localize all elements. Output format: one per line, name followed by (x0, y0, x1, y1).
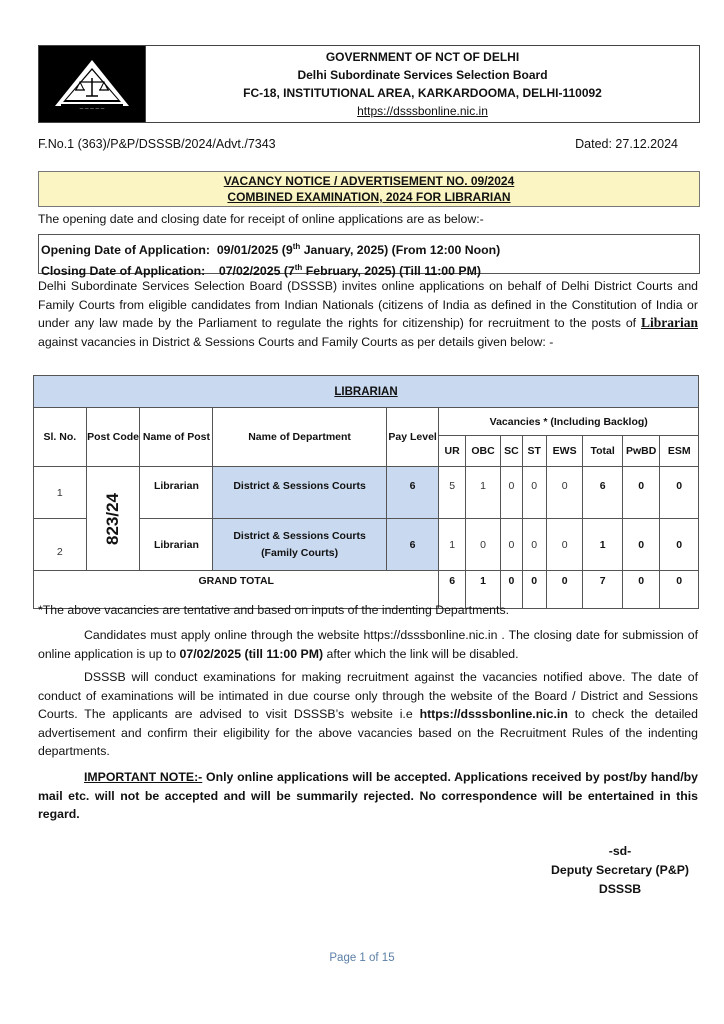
cell-ur: 5 (439, 467, 465, 519)
dsssb-emblem-icon (39, 46, 146, 122)
header-vacancies: Vacancies * (Including Backlog) (439, 408, 699, 436)
vacancy-table (33, 375, 699, 609)
examination-text: DSSSB will conduct examinations for making recruitment against the vacancies notified above. The date of conduct of examinations will be intimated in due course only through the website of the Board / District and Sessions Courts. The applicants are advised to visit DSSSB’s website i.e (38, 670, 698, 722)
cell-obc: 0 (465, 519, 500, 571)
cell-pay-level: 6 (386, 519, 439, 571)
cell-esm: 0 (660, 519, 699, 571)
file-number: F.No.1 (363)/P&P/DSSSB/2024/Advt./7343 (38, 137, 276, 151)
signatory-designation: Deputy Secretary (P&P) (550, 863, 690, 877)
total-ews: 0 (546, 571, 582, 609)
cell-department (213, 519, 386, 571)
opening-date-line (41, 238, 699, 259)
total-esm: 0 (660, 571, 699, 609)
post-name-highlight: Librarian (640, 315, 698, 331)
header-pwbd: PwBD (622, 436, 660, 467)
board-website-link[interactable]: https://dsssbonline.nic.in (357, 104, 488, 118)
department-subname: (Family Courts) (261, 546, 339, 559)
table-row (34, 467, 699, 519)
header-sc: SC (501, 436, 522, 467)
cell-ews: 0 (546, 467, 582, 519)
header-st: ST (522, 436, 546, 467)
vacancy-notice-title-box (38, 171, 700, 207)
cell-total: 1 (583, 519, 623, 571)
opening-date-value: 09/01/2025 (9 (216, 243, 293, 258)
grand-total-label: GRAND TOTAL (34, 571, 439, 609)
total-sc: 0 (501, 571, 522, 609)
cell-ews: 0 (546, 519, 582, 571)
total-ur: 6 (439, 571, 465, 609)
notice-date: Dated: 27.12.2024 (575, 137, 678, 151)
apply-online-paragraph (38, 626, 698, 663)
cell-sc: 0 (501, 519, 522, 571)
invitation-text-end: against vacancies in District & Sessions Courts and Family Courts as per details given below: - (38, 334, 554, 349)
header-esm: ESM (660, 436, 699, 467)
cell-pwbd: 0 (622, 467, 660, 519)
header-pay-level: Pay Level (386, 408, 439, 467)
header-name-of-post: Name of Post (140, 408, 213, 467)
header-obc: OBC (465, 436, 500, 467)
invitation-text: Delhi Subordinate Services Selection Board (DSSSB) invites online applications on behalf of Delhi District Courts and Family Courts from eligible candidates from Indian Nationals (citizens of India as defined in the Constitution of India or under any law made by the Parliament to regulate the rights for citizenship) for recruitment to the posts of (38, 279, 698, 331)
department-name: District & Sessions Courts (233, 480, 366, 492)
examination-paragraph (38, 668, 698, 761)
svg-text:— — — — —: — — — — — (79, 106, 105, 111)
cell-sl: 2 (34, 519, 87, 571)
cell-department (213, 467, 386, 519)
cell-ur: 1 (439, 519, 465, 571)
cell-st: 0 (522, 519, 546, 571)
letterhead (38, 45, 700, 123)
invitation-paragraph (38, 277, 698, 351)
application-dates-box (38, 234, 700, 279)
dsssb-website-link[interactable]: https://dsssbonline.nic.in (419, 707, 568, 722)
cell-post: Librarian (140, 519, 213, 571)
cell-pay-level: 6 (386, 467, 439, 519)
table-title-row (34, 376, 699, 408)
header-ur: UR (439, 436, 465, 467)
opening-date-sup: th (292, 242, 301, 251)
dates-intro-text: The opening date and closing date for receipt of online applications are as below:- (38, 212, 484, 226)
header-post-code: Post Code (86, 408, 140, 467)
signature-block (530, 842, 710, 899)
signature-sd: -sd- (608, 844, 632, 858)
apply-online-text: Candidates must apply online through the website https://dsssbonline.nic.in . The closing date for submission of online application is up to (38, 628, 698, 661)
opening-date-rest: January, 2025) (From 12:00 Noon) (300, 243, 501, 258)
cell-post: Librarian (140, 467, 213, 519)
header-sl-no: Sl. No. (34, 408, 87, 467)
important-note-text: Only online applications will be accepted. Applications received by post/by hand/by mail etc. will not be accepted and will be summarily rejected. No correspondence will be entertained in this regard. (38, 770, 698, 822)
cell-sc: 0 (501, 467, 522, 519)
closing-date-sup: th (294, 263, 303, 273)
department-name: District & Sessions Courts (233, 529, 366, 542)
total-total: 7 (583, 571, 623, 609)
opening-date-label: Opening Date of Application: (41, 243, 210, 258)
header-total: Total (583, 436, 623, 467)
board-address: FC-18, INSTITUTIONAL AREA, KARKARDOOMA, DELHI-110092 (243, 86, 602, 100)
table-title: LIBRARIAN (334, 385, 398, 398)
apply-online-text-end: after which the link will be disabled. (323, 646, 519, 661)
total-pwbd: 0 (622, 571, 660, 609)
important-note-label: IMPORTANT NOTE:- (84, 770, 203, 784)
vacancy-footnote: *The above vacancies are tentative and based on inputs of the indenting Departments. (38, 603, 510, 617)
cell-total: 6 (583, 467, 623, 519)
closing-date-label: Closing Date of Application: (41, 264, 206, 279)
board-name: Delhi Subordinate Services Selection Board (297, 68, 548, 82)
closing-date-rest: February, 2025) (Till 11:00 PM) (302, 264, 481, 279)
important-note-paragraph (38, 768, 698, 824)
total-obc: 1 (465, 571, 500, 609)
cell-obc: 1 (465, 467, 500, 519)
page-number: Page 1 of 15 (329, 952, 395, 964)
closing-deadline: 07/02/2025 (till 11:00 PM) (179, 646, 324, 661)
post-code-value: 823/24 (103, 492, 123, 545)
government-name: GOVERNMENT OF NCT OF DELHI (325, 50, 520, 64)
header-department: Name of Department (213, 408, 386, 467)
notice-title-line1: VACANCY NOTICE / ADVERTISEMENT NO. 09/2024 (223, 174, 515, 188)
cell-st: 0 (522, 467, 546, 519)
cell-esm: 0 (660, 467, 699, 519)
table-header-row-1 (34, 408, 699, 436)
header-ews: EWS (546, 436, 582, 467)
signatory-org: DSSSB (598, 882, 642, 896)
letterhead-text (146, 46, 699, 122)
cell-post-code (86, 467, 140, 571)
cell-sl: 1 (34, 467, 87, 519)
notice-title-line2: COMBINED EXAMINATION, 2024 FOR LIBRARIAN (227, 190, 511, 204)
closing-date-value: 07/02/2025 (7 (218, 264, 295, 279)
reference-line (38, 137, 700, 151)
total-st: 0 (522, 571, 546, 609)
cell-pwbd: 0 (622, 519, 660, 571)
examination-text-end: to check the detailed advertisement and confirm their eligibility for the above vacancies based on the Recruitment Rules of the indenting departments. (38, 707, 698, 759)
